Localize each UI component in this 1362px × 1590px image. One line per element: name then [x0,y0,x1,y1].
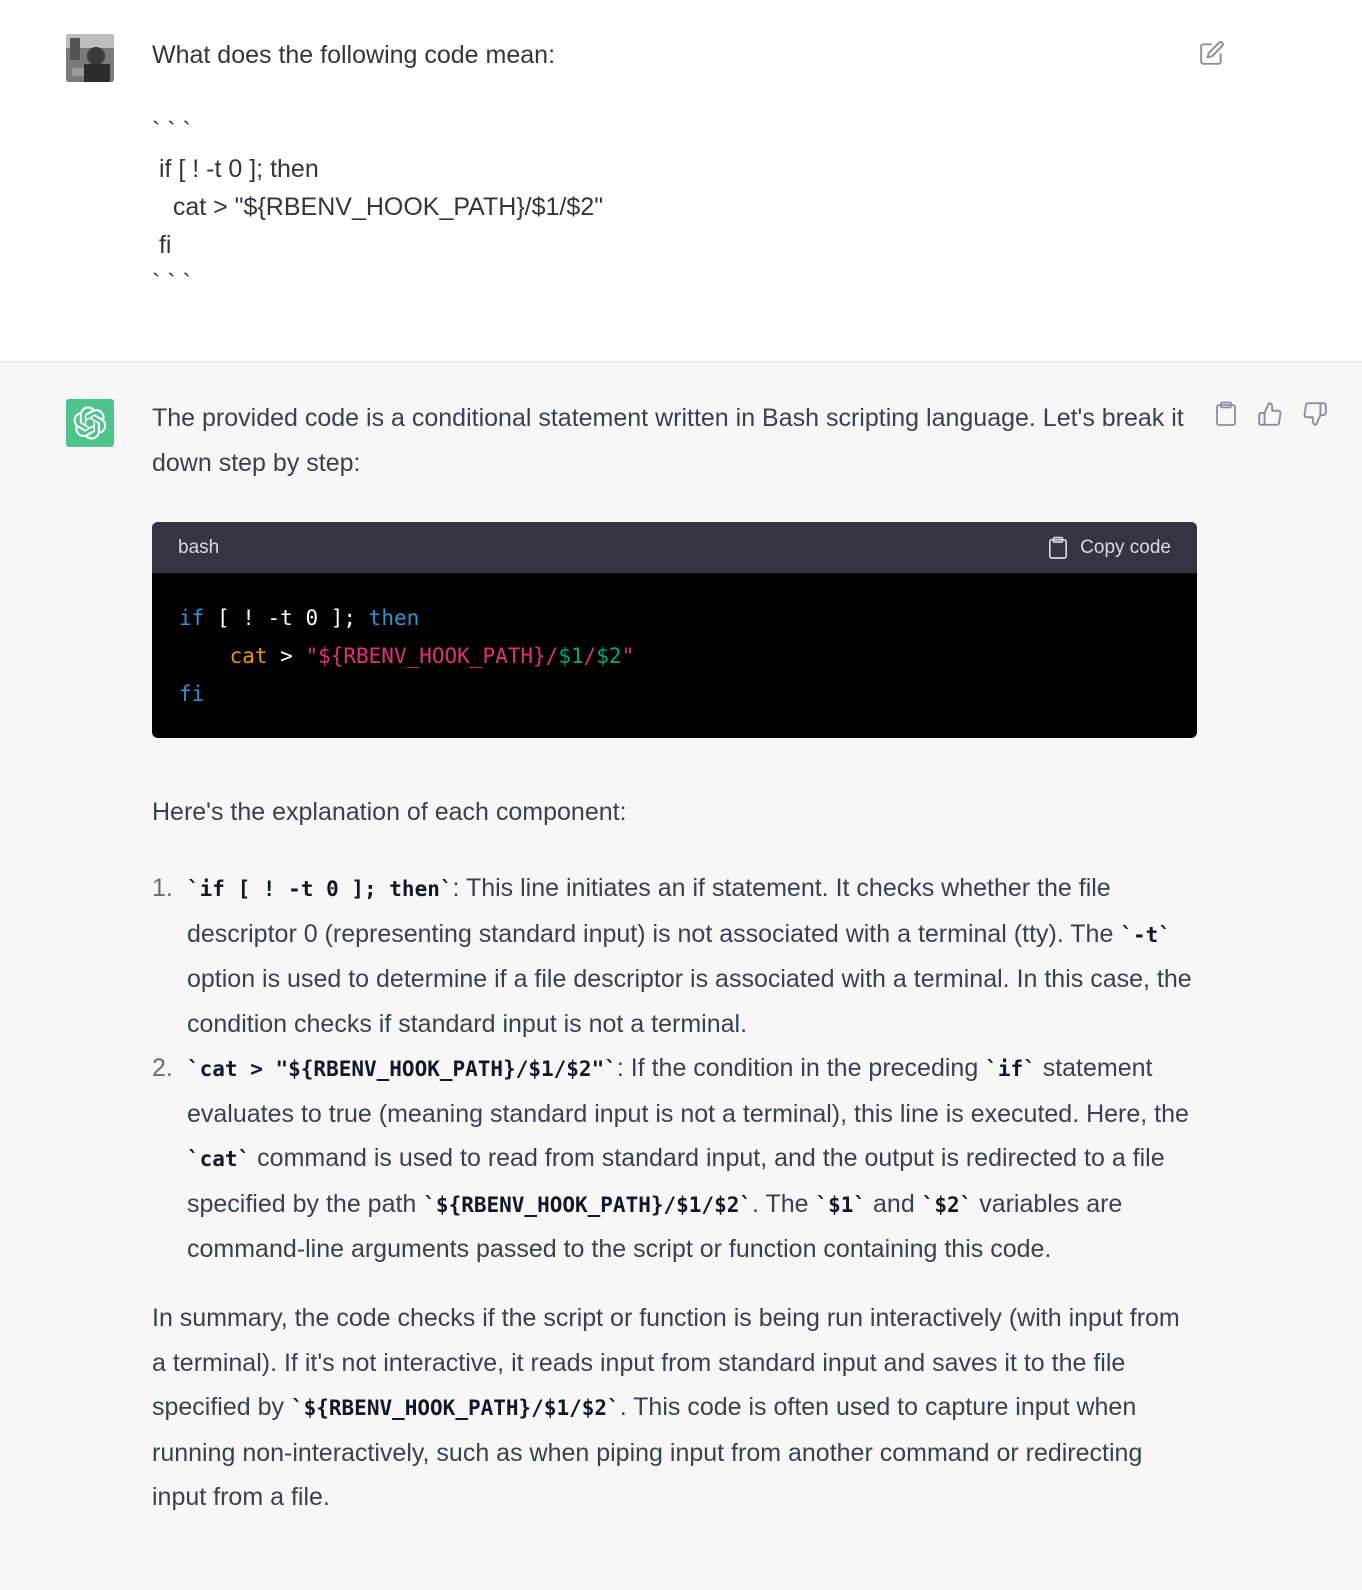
assistant-message [0,362,1362,1590]
code-token: " [621,644,635,668]
summary-paragraph [152,1296,1197,1520]
assistant-intro [152,396,1197,486]
inline-code: `${RBENV_HOOK_PATH}/$1/$2` [290,1396,620,1420]
openai-logo-icon [66,399,114,447]
list-text: . The [752,1189,816,1218]
code-token: > [267,644,306,668]
inline-code: `-t` [1120,922,1171,947]
inline-code: `$1` [815,1192,867,1217]
thumbs-down-icon[interactable] [1300,399,1330,429]
list-text: variables are command-line arguments passed to the script or function containing this code. [187,1189,1123,1263]
code-token: cat [229,644,268,668]
user-avatar [66,34,114,82]
copy-code-label: Copy code [1080,536,1171,558]
inline-code: `$2` [921,1192,973,1217]
clipboard-icon [1048,536,1068,560]
code-token: then [368,606,420,630]
inline-code: `if` [985,1057,1036,1081]
inline-code: `cat` [187,1147,251,1171]
code-token: / [583,644,597,668]
edit-icon[interactable] [1197,38,1227,68]
code-token: [ ! -t 0 ]; [204,606,369,630]
explanation-title: Here's the explanation of each component: [152,798,627,826]
list-text: option is used to determine if a file descriptor is associated with a terminal. In this case, the condition checks if standard input is not a terminal. [187,965,1192,1038]
clipboard-icon[interactable] [1211,399,1241,429]
code-token: $1 [558,644,584,668]
inline-code: `cat > "${RBENV_HOOK_PATH}/$1/$2"` [187,1057,617,1081]
intro-text: The provided code is a conditional statement written in Bash scripting language. Let's break it down step by step: [152,404,1184,477]
list-text: command is used to read from standard input, and the output is redirected to a file specified by the path [187,1144,1165,1218]
copy-code-button[interactable] [1048,536,1171,560]
code-token: "${RBENV_HOOK_PATH} [305,644,546,668]
list-text: : If the condition in the preceding [616,1054,986,1082]
code-token [179,644,230,668]
list-item [152,1046,1202,1272]
summary-text: In summary, the code checks if the script or function is being run interactively (with input from a terminal). If it's not interactive, it reads input from standard input and saves it to the file specified by [152,1304,1180,1421]
code-content [152,573,1197,738]
inline-code: `if [ ! -t 0 ]; then` [187,877,453,901]
code-token: fi [179,682,205,706]
code-block [152,522,1197,738]
thumbs-up-icon[interactable] [1255,399,1285,429]
list-item [152,866,1202,1046]
list-number: 1. [152,874,173,902]
list-number: 2. [152,1054,173,1082]
list-text: and [866,1189,922,1218]
inline-code: `${RBENV_HOOK_PATH}/$1/$2` [423,1192,753,1217]
list-text: : This line initiates an if statement. It checks whether the file descriptor 0 (representing standard input) is not associated with a terminal (tty). The [187,874,1121,948]
list-text: statement evaluates to true (meaning standard input is not a terminal), this line is executed. Here, the [187,1054,1189,1128]
code-token: $2 [596,644,622,668]
explanation-list [152,866,1202,1272]
code-token: if [179,606,205,630]
code-token: / [545,644,559,668]
code-language-label: bash [178,536,220,558]
user-message-text: What does the following code mean: ` ` ` if [ ! -t 0 ]; then cat > "${RBENV_HOOK_PATH}/$1/$2" fi ` ` ` [152,41,604,297]
summary-text: . This code is often used to capture input when running non-interactively, such as when piping input from another command or redirecting input from a file. [152,1393,1143,1511]
user-message [0,0,1362,362]
code-header [152,522,1197,573]
